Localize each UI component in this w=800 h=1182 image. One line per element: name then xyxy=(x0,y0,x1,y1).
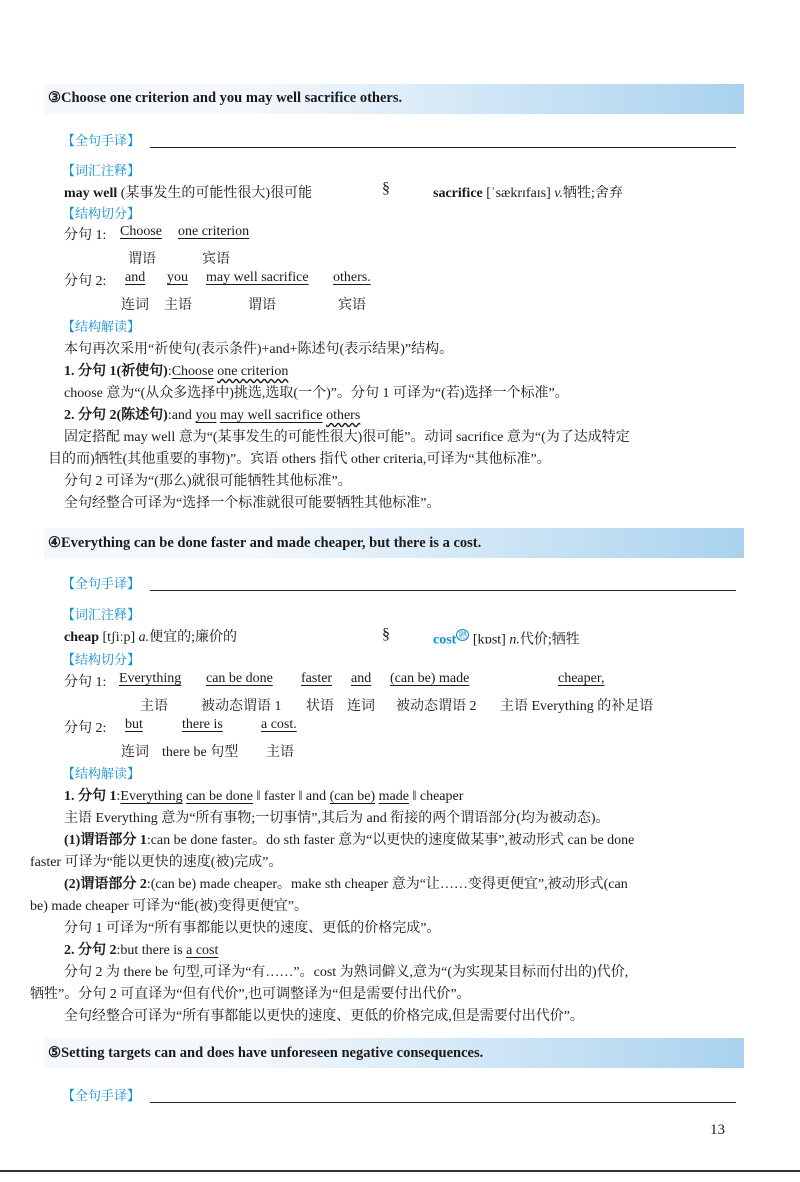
s4-vocab1-def: 便宜的;廉价的 xyxy=(149,630,238,645)
s4-clause2-prefix: 分句 2: xyxy=(64,721,107,736)
s3-analysis-label: 【结构解读】 xyxy=(62,319,141,334)
s3-vocab1-def: (某事发生的可能性很大)很可能 xyxy=(120,186,313,201)
s3-analysis-h2-object: others xyxy=(326,408,361,423)
s3-analysis-para-2a: 固定搭配 may well 意为“(某事发生的可能性很大)很可能”。动词 sacrifice 意为“(为了达成特定 xyxy=(64,430,630,445)
s4-clause2-role-3: 主语 xyxy=(266,745,294,760)
s4-clause2-role-1: 连词 xyxy=(121,745,149,760)
s4-clause1-word-6: cheaper, xyxy=(558,671,605,686)
s3-clause2-word-4: others. xyxy=(333,270,371,285)
s4-split-label: 【结构切分】 xyxy=(62,652,141,667)
s4-clause1-word-5: (can be) made xyxy=(390,671,470,686)
s4-clause2-word-3: a cost. xyxy=(261,717,297,732)
s3-analysis-heading-2-sep: :and xyxy=(167,408,196,423)
s3-clause2-word-3: may well sacrifice xyxy=(206,270,309,285)
s4-analysis-h1-predicate-2: made xyxy=(378,789,409,804)
s3-vocab-label: 【词汇注释】 xyxy=(62,163,141,178)
s3-translate-line[interactable] xyxy=(150,147,736,148)
s4-clause1-role-6: 主语 Everything 的补足语 xyxy=(500,699,654,714)
s4-vocab-entry-2 xyxy=(433,628,580,649)
s4-clause1-role-2: 被动态谓语 1 xyxy=(201,699,282,714)
s4-clause1-word-4: and xyxy=(351,671,372,686)
s4-analysis-sub-2b: be) made cheaper 可译为“能(被)变得更便宜”。 xyxy=(30,899,308,914)
s4-clause2-word-2: there is xyxy=(182,717,223,732)
s4-analysis-sub-1a xyxy=(64,829,634,849)
s3-clause2-role-1: 连词 xyxy=(121,298,149,313)
s4-vocab-label: 【词汇注释】 xyxy=(62,607,141,622)
s3-clause1-prefix: 分句 1: xyxy=(64,228,107,243)
s4-clause1-role-1: 主语 xyxy=(140,699,168,714)
s4-vocab-entry-1 xyxy=(64,626,237,646)
s3-vocab2-def: 牺牲;舍弃 xyxy=(562,186,623,201)
s3-vocab-entry-2 xyxy=(433,182,623,202)
s3-clause2-role-4: 宾语 xyxy=(338,298,366,313)
s4-analysis-h1-aux: (can be) xyxy=(329,789,376,804)
s3-analysis-h1-object: one criterion xyxy=(217,364,289,379)
s4-translate-line[interactable] xyxy=(150,590,736,591)
s4-analysis-sub-1-text: :can be done faster。do sth faster 意为“以更快的速度做某事”,被动形式 can be done xyxy=(146,833,635,848)
s4-analysis-h1-text-2: ‖ faster ‖ and xyxy=(252,789,330,804)
s4-analysis-para-4: 全句经整合可译为“所有事都能以更快的速度、更低的价格完成,但是需要付出代价”。 xyxy=(64,1009,584,1024)
s3-analysis-heading-2-label: 2. 分句 2(陈述句) xyxy=(64,408,168,423)
s4-clause1-role-4: 连词 xyxy=(347,699,375,714)
section-3-title: ③Choose one criterion and you may well sacrifice others. xyxy=(48,90,403,106)
s4-clause1-role-5: 被动态谓语 2 xyxy=(396,699,477,714)
familiar-word-badge-icon: 熟 xyxy=(458,630,468,640)
s3-analysis-para-4: 全句经整合可译为“选择一个标准就很可能要牺牲其他标准”。 xyxy=(64,496,441,511)
s4-analysis-heading-1-sep: : xyxy=(116,789,121,804)
s4-analysis-sub-2-text: :(can be) made cheaper。make sth cheaper 意为“让……变得更便宜”,被动形式(can xyxy=(146,877,628,892)
s3-clause2-word-2: you xyxy=(167,270,188,285)
s4-clause1-word-2: can be done xyxy=(206,671,273,686)
s4-analysis-heading-2 xyxy=(64,939,218,959)
s4-analysis-para-2: 分句 1 可译为“所有事都能以更快的速度、更低的价格完成”。 xyxy=(64,921,441,936)
s3-analysis-heading-1 xyxy=(64,360,288,380)
s3-clause1-role-1: 谓语 xyxy=(128,252,156,267)
s3-analysis-heading-1-sep: : xyxy=(167,364,172,379)
s3-split-label: 【结构切分】 xyxy=(62,206,141,221)
s3-clause1-word-2: one criterion xyxy=(178,224,250,239)
s3-analysis-h2-predicate: may well sacrifice xyxy=(219,408,323,423)
s3-clause1-role-2: 宾语 xyxy=(202,252,230,267)
s4-analysis-h1-text-3: ‖ cheaper xyxy=(408,789,464,804)
s3-vocab1-word: may well xyxy=(64,186,118,201)
s4-vocab2-def: 代价;牺牲 xyxy=(519,632,580,648)
s4-clause2-word-1: but xyxy=(125,717,143,732)
section-divider-icon: § xyxy=(382,626,390,643)
s4-translate-label: 【全句手译】 xyxy=(62,576,141,591)
s3-analysis-h2-subject: you xyxy=(195,408,217,423)
s4-analysis-para-3a: 分句 2 为 there be 句型,可译为“有……”。cost 为熟词僻义,意为“(为实现某目标而付出的)代价, xyxy=(64,965,629,980)
section-divider-icon: § xyxy=(382,180,390,197)
s3-analysis-para-3: 分句 2 可译为“(那么)就很可能牺牲其他标准”。 xyxy=(64,474,352,489)
s3-translate-label: 【全句手译】 xyxy=(62,133,141,148)
s4-vocab1-pron: [tʃiːp] xyxy=(102,630,136,645)
s4-analysis-heading-2-label: 2. 分句 2 xyxy=(64,943,117,958)
page-number: 13 xyxy=(710,1122,725,1138)
s3-vocab2-pos: v. xyxy=(554,186,563,201)
s4-analysis-h2-subject: a cost xyxy=(186,943,219,958)
s4-analysis-para-3b: 牺牲”。分句 2 可直译为“但有代价”,也可调整译为“但是需要付出代价”。 xyxy=(30,987,471,1002)
section-4-title: ④Everything can be done faster and made cheaper, but there is a cost. xyxy=(48,535,482,551)
s3-vocab-entry-1 xyxy=(64,182,312,202)
s4-analysis-sub-2a xyxy=(64,873,628,893)
s3-clause2-word-1: and xyxy=(125,270,146,285)
s4-analysis-sub-2-label: (2)谓语部分 2 xyxy=(64,877,147,892)
s4-analysis-h1-predicate-1: can be done xyxy=(186,789,253,804)
s3-analysis-para-1: choose 意为“(从众多选择中)挑选,选取(一个)”。分句 1 可译为“(若)选择一个标准”。 xyxy=(64,386,569,401)
s3-analysis-h1-predicate: Choose xyxy=(171,364,214,379)
s4-vocab2-word: cost xyxy=(433,632,457,648)
s4-analysis-para-1: 主语 Everything 意为“所有事物;一切事情”,其后为 and 衔接的两个谓语部分(均为被动态)。 xyxy=(64,811,610,826)
section-5-title: ⑤Setting targets can and does have unforeseen negative consequences. xyxy=(48,1045,484,1061)
s3-vocab2-word: sacrifice xyxy=(433,186,483,201)
s3-clause1-word-1: Choose xyxy=(120,224,162,239)
s4-analysis-sub-1-label: (1)谓语部分 1 xyxy=(64,833,147,848)
s5-translate-label: 【全句手译】 xyxy=(62,1088,141,1103)
s4-analysis-heading-2-sep: :but there is xyxy=(116,943,187,958)
s3-analysis-intro: 本句再次采用“祈使句(表示条件)+and+陈述句(表示结果)”结构。 xyxy=(64,342,454,357)
s3-analysis-heading-1-label: 1. 分句 1(祈使句) xyxy=(64,364,168,379)
s5-translate-line[interactable] xyxy=(150,1102,736,1103)
s4-analysis-heading-1-label: 1. 分句 1 xyxy=(64,789,117,804)
s4-analysis-heading-1 xyxy=(64,785,463,805)
s4-vocab1-word: cheap xyxy=(64,630,99,645)
s4-clause1-word-3: faster xyxy=(301,671,333,686)
s3-analysis-para-2b: 目的而)牺牲(其他重要的事物)”。宾语 others 指代 other criteria,可译为“其他标准”。 xyxy=(48,452,551,467)
s4-vocab2-pos: n. xyxy=(509,632,520,648)
s3-clause2-prefix: 分句 2: xyxy=(64,274,107,289)
s4-clause1-prefix: 分句 1: xyxy=(64,675,107,690)
s3-clause2-role-3: 谓语 xyxy=(248,298,276,313)
s4-vocab2-pron: [kɒst] xyxy=(472,632,506,648)
s4-analysis-label: 【结构解读】 xyxy=(62,766,141,781)
s4-clause1-word-1: Everything xyxy=(119,671,182,686)
s4-vocab1-pos: a. xyxy=(138,630,150,645)
s3-vocab2-pron: [ˈsækrɪfaɪs] xyxy=(486,186,551,201)
s3-clause2-role-2: 主语 xyxy=(164,298,192,313)
s4-clause1-role-3: 状语 xyxy=(306,699,334,714)
s4-analysis-sub-1b: faster 可译为“能以更快的速度(被)完成”。 xyxy=(30,855,283,870)
footer-rule xyxy=(0,1170,800,1172)
s4-clause2-role-2: there be 句型 xyxy=(162,745,239,760)
s4-analysis-h1-subject: Everything xyxy=(120,789,183,804)
s3-analysis-heading-2 xyxy=(64,404,360,424)
